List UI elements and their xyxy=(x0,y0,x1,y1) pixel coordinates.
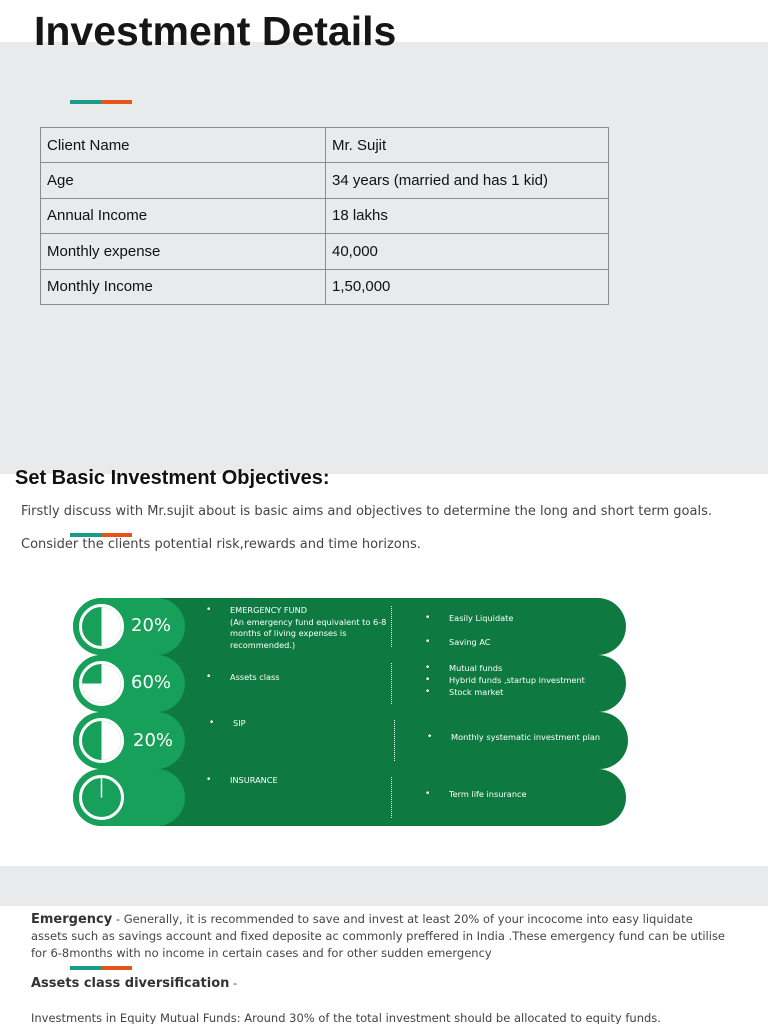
allocation-pie-icon xyxy=(77,773,126,822)
allocation-options-list xyxy=(449,662,619,698)
table-row xyxy=(41,198,609,233)
allocation-divider xyxy=(391,606,392,647)
allocation-options-list xyxy=(449,789,619,801)
allocation-category: • SIP xyxy=(233,718,393,730)
allocation-options-list xyxy=(449,606,619,654)
allocation-row-assets xyxy=(73,655,627,712)
emergency-section xyxy=(31,911,731,962)
table-cell-label: Annual Income xyxy=(41,198,326,233)
table-row xyxy=(41,128,609,163)
allocation-category: • INSURANCE xyxy=(230,775,390,787)
table-cell-value: Mr. Sujit xyxy=(326,128,609,163)
table-cell-value: 34 years (married and has 1 kid) xyxy=(326,163,609,198)
allocation-pie-icon xyxy=(77,659,126,708)
assets-section xyxy=(31,975,731,992)
section-accent-bar xyxy=(70,966,132,970)
emergency-separator: - xyxy=(112,912,124,926)
allocation-pie-icon xyxy=(77,602,126,651)
table-cell-value: 1,50,000 xyxy=(326,269,609,304)
allocation-percent: 60% xyxy=(131,672,172,693)
allocation-category-note: recommended.) xyxy=(230,639,296,650)
allocation-divider xyxy=(394,720,395,761)
table-cell-value: 40,000 xyxy=(326,234,609,269)
allocation-options-list xyxy=(451,732,621,744)
assets-text: Investments in Equity Mutual Funds: Around 30% of the total investment should be allocated to equity funds. xyxy=(31,1011,661,1024)
allocation-row-insurance xyxy=(73,769,627,826)
table-cell-label: Age xyxy=(41,163,326,198)
assets-separator: - xyxy=(229,976,238,990)
allocation-divider xyxy=(391,663,392,704)
allocation-option: • Stock market xyxy=(449,686,619,698)
objectives-heading: Set Basic Investment Objectives: xyxy=(15,467,330,489)
allocation-category-list xyxy=(230,605,390,651)
table-cell-label: Monthly expense xyxy=(41,234,326,269)
allocation-option: • Term life insurance xyxy=(449,789,619,801)
allocation-row-emergency xyxy=(73,598,627,655)
assets-label: Assets class diversification xyxy=(31,976,230,991)
allocation-option: • Monthly systematic investment plan xyxy=(451,732,621,744)
section-divider-band xyxy=(0,866,768,906)
table-cell-label: Client Name xyxy=(41,128,326,163)
allocation-option: • Hybrid funds ,startup investment xyxy=(449,674,619,686)
allocation-option: • Mutual funds xyxy=(449,662,619,674)
allocation-category: • EMERGENCY FUND xyxy=(230,605,390,617)
allocation-pie-icon xyxy=(77,716,126,765)
table-cell-value: 18 lakhs xyxy=(326,198,609,233)
allocation-option: • Easily Liquidate xyxy=(449,606,619,630)
objectives-line-2: Consider the clients potential risk,rewards and time horizons. xyxy=(21,537,421,552)
table-cell-label: Monthly Income xyxy=(41,269,326,304)
table-row xyxy=(41,269,609,304)
title-accent-bar xyxy=(70,100,132,104)
allocation-row-sip xyxy=(73,712,627,769)
allocation-category-note: months of living expenses is xyxy=(230,628,347,638)
allocation-category: • Assets class xyxy=(230,672,390,684)
emergency-label: Emergency xyxy=(31,912,113,927)
emergency-text: Generally, it is recommended to save and invest at least 20% of your incocome into easy liquidate assets such as savings account and fixed deposite ac commonly preffered in India .These emergency fund can be utilise for 6-8months with no income in certain cases and for other sudden emergency xyxy=(31,912,726,960)
allocation-option: • Saving AC xyxy=(449,630,619,654)
allocation-category-note: (An emergency fund equivalent to 6-8 xyxy=(230,616,387,627)
allocation-percent: 20% xyxy=(131,615,172,636)
table-row xyxy=(41,163,609,198)
page-title: Investment Details xyxy=(34,8,397,54)
allocation-divider xyxy=(391,777,392,818)
allocation-category-list xyxy=(230,775,390,787)
objectives-line-1: Firstly discuss with Mr.sujit about is basic aims and objectives to determine the long and short term goals. xyxy=(21,504,712,519)
allocation-category-list xyxy=(230,672,390,684)
client-details-table xyxy=(40,127,609,305)
allocation-percent: 20% xyxy=(133,730,174,751)
table-row xyxy=(41,234,609,269)
allocation-category-list xyxy=(233,718,393,730)
